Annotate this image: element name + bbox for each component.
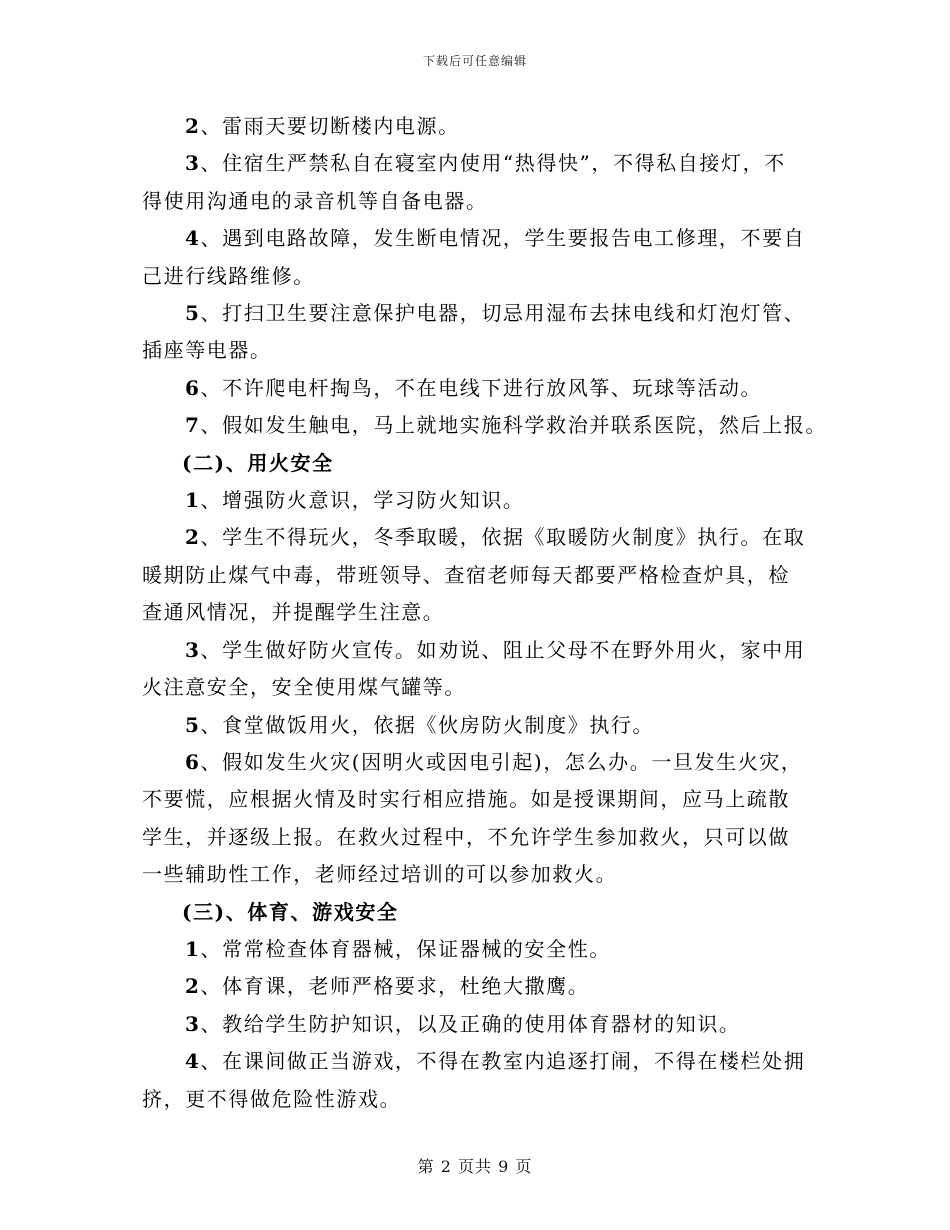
list-item — [142, 1043, 822, 1080]
page-number: 第 2 页共 9 页 — [417, 1157, 533, 1176]
item-number: 6 — [185, 749, 201, 774]
section-heading: (三)、体育、游戏安全 — [182, 899, 399, 924]
list-item — [142, 931, 822, 968]
list-item — [142, 968, 822, 1005]
item-number: 2 — [185, 114, 201, 138]
page-header-note: 下载后可任意编辑 — [422, 54, 527, 68]
item-text: 、食堂做饭用火，依据《伙房防火制度》执行。 — [200, 712, 655, 737]
continuation-line: 挤，更不得做危险性游戏。 — [142, 1086, 402, 1111]
item-text: 、假如发生火灾(因明火或因电引起)，怎么办。一旦发生火灾， — [200, 749, 803, 774]
continuation-line: 一些辅助性工作，老师经过培训的可以参加救火。 — [142, 862, 618, 887]
item-text: 、常常检查体育器械，保证器械的安全性。 — [200, 936, 611, 961]
item-text: 、打扫卫生要注意保护电器，切忌用湿布去抹电线和灯泡灯管、 — [200, 301, 806, 326]
item-number: 4 — [185, 1049, 201, 1074]
item-text: 、雷雨天要切断楼内电源。 — [200, 114, 460, 138]
continuation-line: 火注意安全，安全使用煤气罐等。 — [142, 675, 466, 700]
list-item — [142, 482, 822, 519]
item-number: 1 — [185, 936, 201, 961]
item-text: 、假如发生触电，马上就地实施科学救治并联系医院，然后上报。 — [200, 413, 827, 438]
item-number: 3 — [185, 1011, 201, 1036]
item-number: 3 — [185, 637, 201, 662]
item-number: 4 — [185, 226, 201, 251]
list-item — [142, 108, 822, 145]
list-item — [142, 295, 822, 332]
continuation-line: 插座等电器。 — [142, 338, 272, 363]
continuation-line: 不要慌，应根据火情及时实行相应措施。如是授课期间，应马上疏散 — [142, 787, 790, 812]
item-number: 5 — [185, 301, 201, 326]
list-item — [142, 370, 822, 407]
item-number: 3 — [185, 151, 201, 176]
continuation-line: 学生，并逐级上报。在救火过程中，不允许学生参加救火，只可以做 — [142, 824, 790, 849]
item-number: 2 — [185, 974, 201, 999]
item-number: 7 — [185, 413, 201, 438]
item-number: 5 — [185, 712, 201, 737]
continuation-line: 暖期防止煤气中毒，带班领导、查宿老师每天都要严格检查炉具，检 — [142, 562, 790, 587]
list-item — [142, 519, 822, 556]
item-text: 、住宿生严禁私自在寝室内使用“热得快”，不得私自接灯，不 — [200, 151, 786, 176]
list-item — [142, 1006, 822, 1043]
continuation-line: 己进行线路维修。 — [142, 263, 315, 288]
item-text: 、遇到电路故障，发生断电情况，学生要报告电工修理，不要自 — [200, 226, 806, 251]
item-text: 、在课间做正当游戏，不得在教室内追逐打闹，不得在楼栏处拥 — [200, 1049, 806, 1074]
list-item — [142, 220, 822, 257]
item-text: 、体育课，老师严格要求，杜绝大撒鹰。 — [200, 974, 590, 999]
item-text: 、学生做好防火宣传。如劝说、阻止父母不在野外用火，家中用 — [200, 637, 806, 662]
item-number: 2 — [185, 525, 201, 550]
item-text: 、学生不得玩火，冬季取暖，依据《取暖防火制度》执行。在取 — [200, 525, 806, 550]
item-text: 、增强防火意识，学习防火知识。 — [200, 488, 525, 513]
list-item — [142, 707, 822, 744]
list-item — [142, 744, 822, 781]
item-text: 、教给学生防护知识，以及正确的使用体育器材的知识。 — [200, 1011, 741, 1036]
item-number: 6 — [185, 375, 201, 400]
continuation-line: 查通风情况，并提醒学生注意。 — [142, 600, 445, 625]
item-text: 、不许爬电杆掏鸟，不在电线下进行放风筝、玩球等活动。 — [200, 375, 763, 400]
item-number: 1 — [185, 488, 201, 513]
list-item — [142, 407, 827, 444]
list-item — [142, 632, 822, 669]
document-body — [142, 108, 827, 1118]
list-item — [142, 145, 822, 182]
continuation-line: 得使用沟通电的录音机等自备电器。 — [142, 188, 488, 213]
section-heading: (二)、用火安全 — [182, 450, 334, 475]
